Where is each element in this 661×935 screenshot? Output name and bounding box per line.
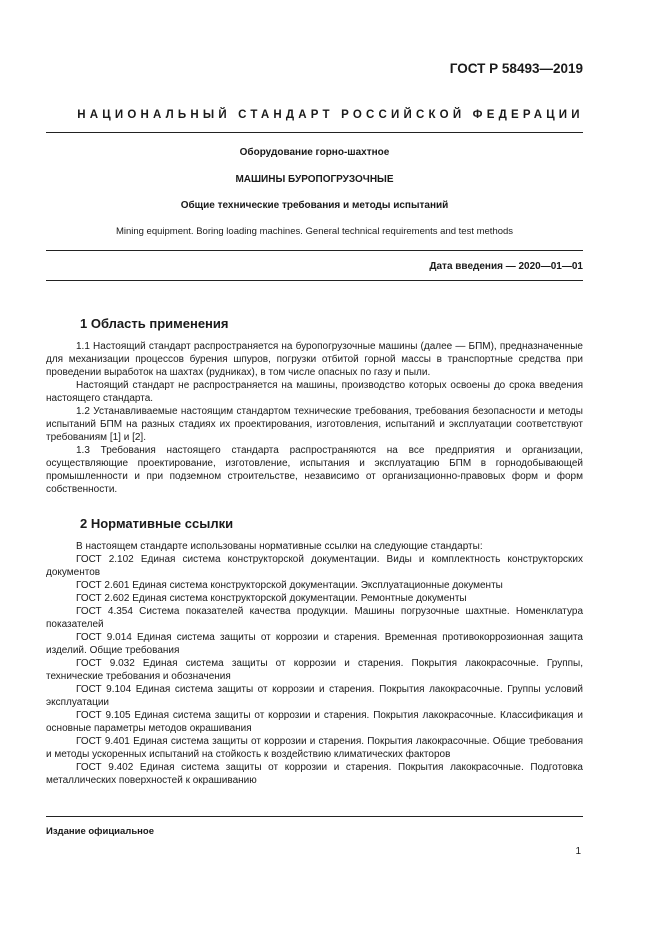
reference-item: ГОСТ 9.032 Единая система защиты от коррозии и старения. Покрытия лакокрасочные. Группы, технические требования и обозначения — [46, 658, 583, 682]
reference-item: ГОСТ 2.102 Единая система конструкторской документации. Виды и комплектность конструкторских документов — [46, 554, 583, 578]
section-2-body — [46, 540, 583, 787]
section-1-body — [46, 340, 583, 496]
reference-item: ГОСТ 9.401 Единая система защиты от коррозии и старения. Покрытия лакокрасочные. Общие требования и методы ускоренных испытаний на стойкость к воздействию климатических факторов — [46, 736, 583, 760]
standard-subtitle: Общие технические требования и методы испытаний — [180, 200, 449, 211]
paragraph: В настоящем стандарте использованы нормативные ссылки на следующие стандарты: — [76, 541, 483, 552]
standard-english-title: Mining equipment. Boring loading machines. General technical requirements and test methods — [115, 226, 514, 237]
section-2-heading: 2 Нормативные ссылки — [80, 516, 234, 531]
divider-date — [46, 280, 583, 281]
paragraph: 1.2 Устанавливаемые настоящим стандартом технические требования, требования безопасности и методы испытаний БПМ на разных стадиях их проектирования, изготовления, испытаний и эксплуатации соответствуют требованиям [1] и [2]. — [46, 406, 583, 443]
reference-item: ГОСТ 9.105 Единая система защиты от коррозии и старения. Покрытия лакокрасочные. Классификация и основные параметры методов окрашивания — [46, 710, 583, 734]
reference-item: ГОСТ 4.354 Система показателей качества продукции. Машины погрузочные шахтные. Номенклатура показателей — [46, 606, 583, 630]
divider-middle — [46, 250, 583, 251]
standard-main-title: МАШИНЫ БУРОПОГРУЗОЧНЫЕ — [235, 174, 394, 185]
national-standard-title: НАЦИОНАЛЬНЫЙ СТАНДАРТ РОССИЙСКОЙ ФЕДЕРАЦИИ — [77, 109, 584, 121]
introduction-date: Дата введения — 2020—01—01 — [429, 261, 583, 272]
section-1-heading: 1 Область применения — [80, 316, 229, 331]
official-edition-label: Издание официальное — [46, 826, 154, 837]
reference-item: ГОСТ 9.402 Единая система защиты от коррозии и старения. Покрытия лакокрасочные. Подготовка металлических поверхностей к окрашиванию — [46, 762, 583, 786]
paragraph: Настоящий стандарт не распространяется на машины, производство которых освоены до срока введения настоящего стандарта. — [46, 380, 583, 404]
reference-item: ГОСТ 9.014 Единая система защиты от коррозии и старения. Временная противокоррозионная защита изделий. Общие требования — [46, 632, 583, 656]
paragraph: 1.1 Настоящий стандарт распространяется на буропогрузочные машины (далее — БПМ), предназначенные для механизации процессов бурения шпуров, погрузки отбитой горной массы в транспортные средства при проведении выработок на шахтах (рудниках), в том числе опасных по газу и пыли. — [46, 341, 583, 378]
reference-item: ГОСТ 2.601 Единая система конструкторской документации. Эксплуатационные документы — [76, 580, 503, 591]
reference-item: ГОСТ 9.104 Единая система защиты от коррозии и старения. Покрытия лакокрасочные. Группы условий эксплуатации — [46, 684, 583, 708]
page-number: 1 — [575, 846, 581, 857]
divider-footer — [46, 816, 583, 817]
gost-number: ГОСТ Р 58493—2019 — [449, 61, 583, 76]
divider-top — [46, 132, 583, 133]
paragraph: 1.3 Требования настоящего стандарта распространяются на все предприятия и организации, осуществляющие проектирование, изготовление, испытания и эксплуатацию БПМ в горнодобывающей промышленности и при подземном строительстве, независимо от организационно-правовых форм и форм собственности. — [46, 445, 583, 495]
standard-category: Оборудование горно-шахтное — [239, 147, 390, 158]
reference-item: ГОСТ 2.602 Единая система конструкторской документации. Ремонтные документы — [76, 593, 467, 604]
